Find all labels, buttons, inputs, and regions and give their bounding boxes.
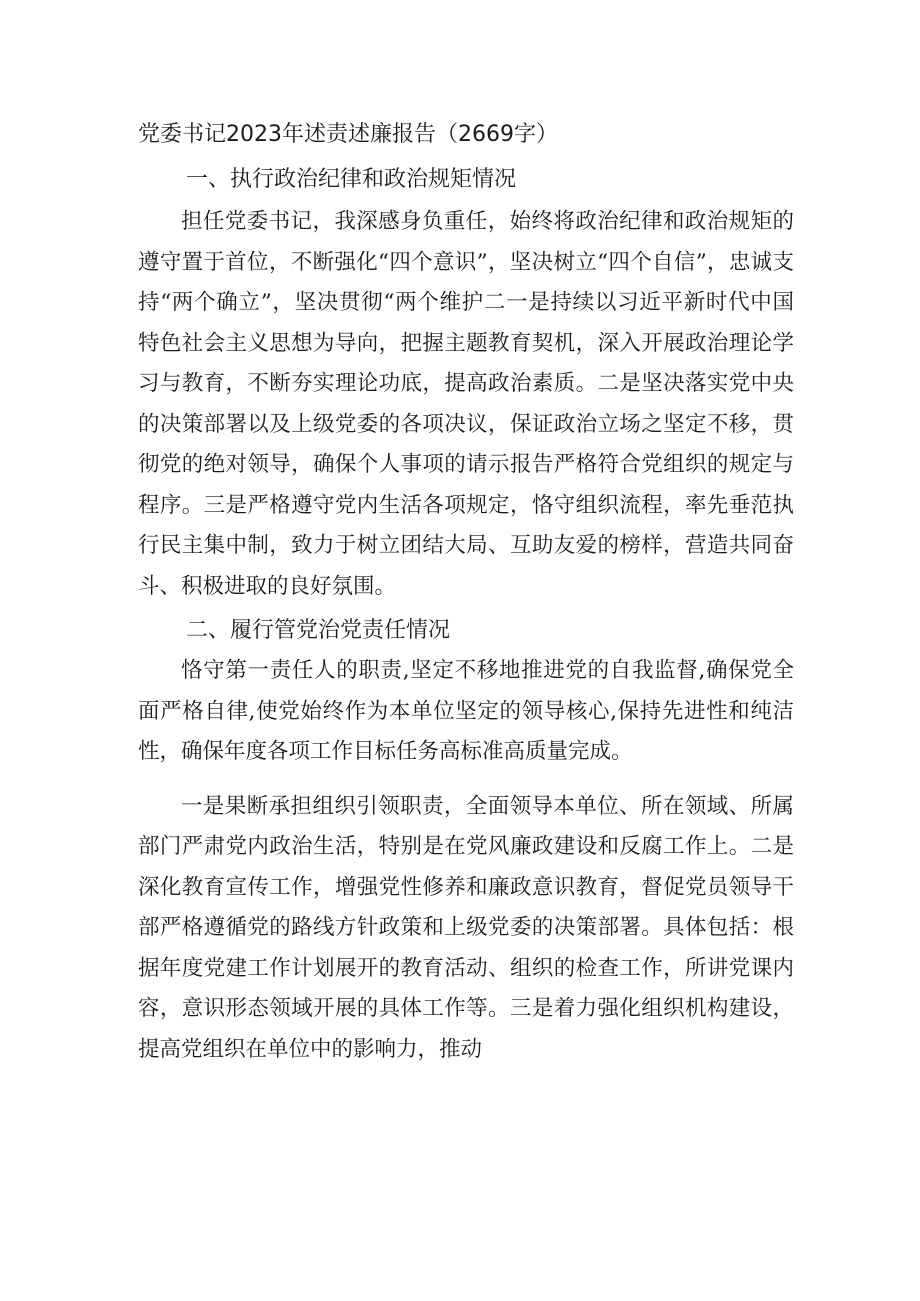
section-1-paragraph-1: 担任党委书记，我深感身负重任，始终将政治纪律和政治规矩的遵守置于首位，不断强化“四个意识”，坚决树立“四个自信”，忠诚支持“两个确立”，坚决贯彻“两个维护二一是持续以习近平新时代中国特色社会主义思想为导向，把握主题教育契机，深入开展政治理论学习与教育，不断夯实理论功底，提高政治素质。二是坚决落实党中央的决策部署以及上级党委的各项决议，保证政治立场之坚定不移，贯彻党的绝对领导，确保个人事项的请示报告严格符合党组织的规定与程序。三是严格遵守党内生活各项规定，恪守组织流程，率先垂范执行民主集中制，致力于树立团结大局、互助友爱的榜样，营造共同奋斗、积极进取的良好氛围。 [138, 209, 794, 599]
section-heading-2: 二、履行管党治党责任情况 [186, 618, 451, 643]
document-page [138, 112, 794, 1070]
section-2-paragraph-1: 恪守第一责任人的职责,坚定不移地推进党的自我监督,确保党全面严格自律,使党始终作为本单位坚定的领导核心,保持先进性和纯洁性，确保年度各项工作目标任务高标准高质量完成。 [138, 658, 794, 764]
document-title: 党委书记2023年述责述廉报告（2669字） [138, 122, 558, 147]
section-heading-1: 一、执行政治纪律和政治规矩情况 [186, 167, 517, 192]
section-2-paragraph-2: 一是果断承担组织引领职责，全面领导本单位、所在领域、所属部门严肃党内政治生活，特别是在党风廉政建设和反腐工作上。二是深化教育宣传工作，增强党性修养和廉政意识教育，督促党员领导干部严格遵循党的路线方针政策和上级党委的决策部署。具体包括：根据年度党建工作计划展开的教育活动、组织的检查工作，所讲党课内容，意识形态领域开展的具体工作等。三是着力强化组织机构建设，提高党组织在单位中的影响力，推动 [138, 793, 794, 1062]
